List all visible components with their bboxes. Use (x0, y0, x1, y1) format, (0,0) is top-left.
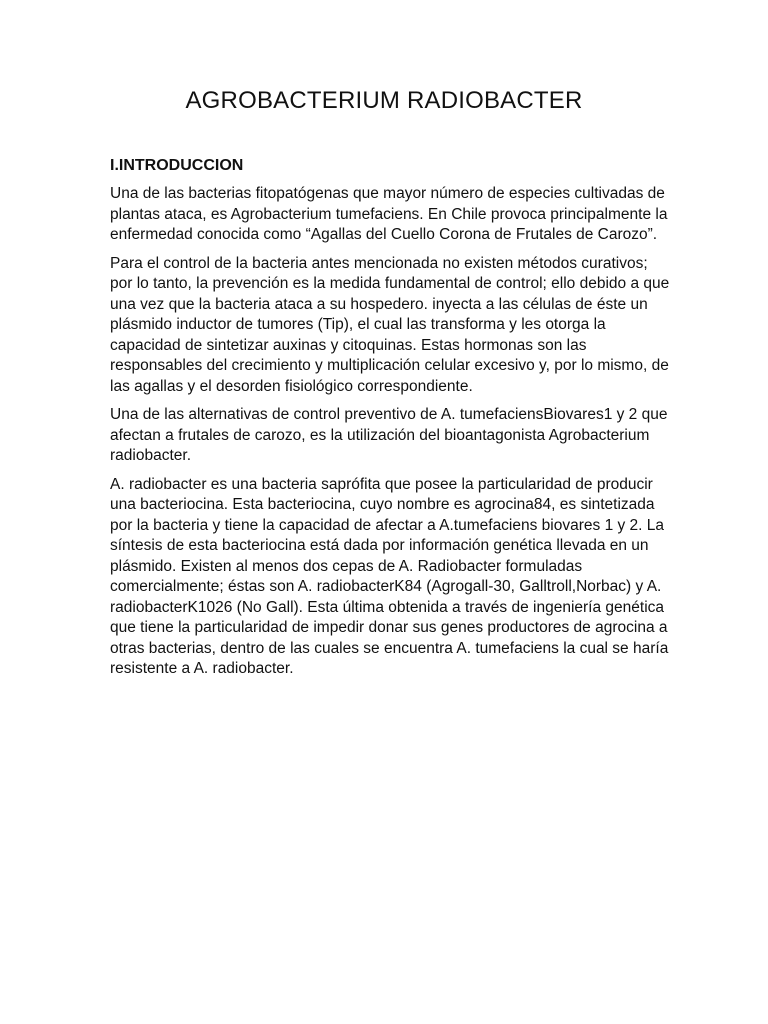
paragraph-4: A. radiobacter es una bacteria saprófita que posee la particularidad de producir una bacteriocina. Esta bacteriocina, cuyo nombre es agrocina84, es sintetizada por la bacteria y tiene la capacidad de afectar a A.tumefaciens biovares 1 y 2. La síntesis de esta bacteriocina está dada por información genética llevada en un plásmido. Existen al menos dos cepas de A. Radiobacter formuladas comercialmente; éstas son A. radiobacterK84 (Agrogall-30, Galltroll,Norbac) y A. radiobacterK1026 (No Gall). Esta última obtenida a través de ingeniería genética que tiene la particularidad de impedir donar sus genes productores de agrocina a otras bacterias, dentro de las cuales se encuentra A. tumefaciens la cual se haría resistente a A. radiobacter. (110, 475, 669, 677)
document-body (110, 156, 670, 688)
paragraph-1: Una de las bacterias fitopatógenas que mayor número de especies cultivadas de plantas ataca, es Agrobacterium tumefaciens. En Chile provoca principalmente la enfermedad conocida como “Agallas del Cuello Corona de Frutales de Carozo”. (110, 185, 668, 243)
paragraph-2: Para el control de la bacteria antes mencionada no existen métodos curativos; por lo tanto, la prevención es la medida fundamental de control; ello debido a que una vez que la bacteria ataca a su hospedero. inyecta a las células de éste un plásmido inductor de tumores (Tip), el cual las transforma y les otorga la capacidad de sintetizar auxinas y citoquinas. Estas hormonas son las responsables del crecimiento y multiplicación celular excesivo y, por lo mismo, de las agallas y el desorden fisiológico correspondiente. (110, 254, 670, 395)
document-title: AGROBACTERIUM RADIOBACTER (185, 87, 583, 114)
paragraph-3: Una de las alternativas de control preventivo de A. tumefaciensBiovares1 y 2 que afectan a frutales de carozo, es la utilización del bioantagonista Agrobacterium radiobacter. (110, 406, 668, 464)
section-heading: I.INTRODUCCION (110, 157, 244, 174)
